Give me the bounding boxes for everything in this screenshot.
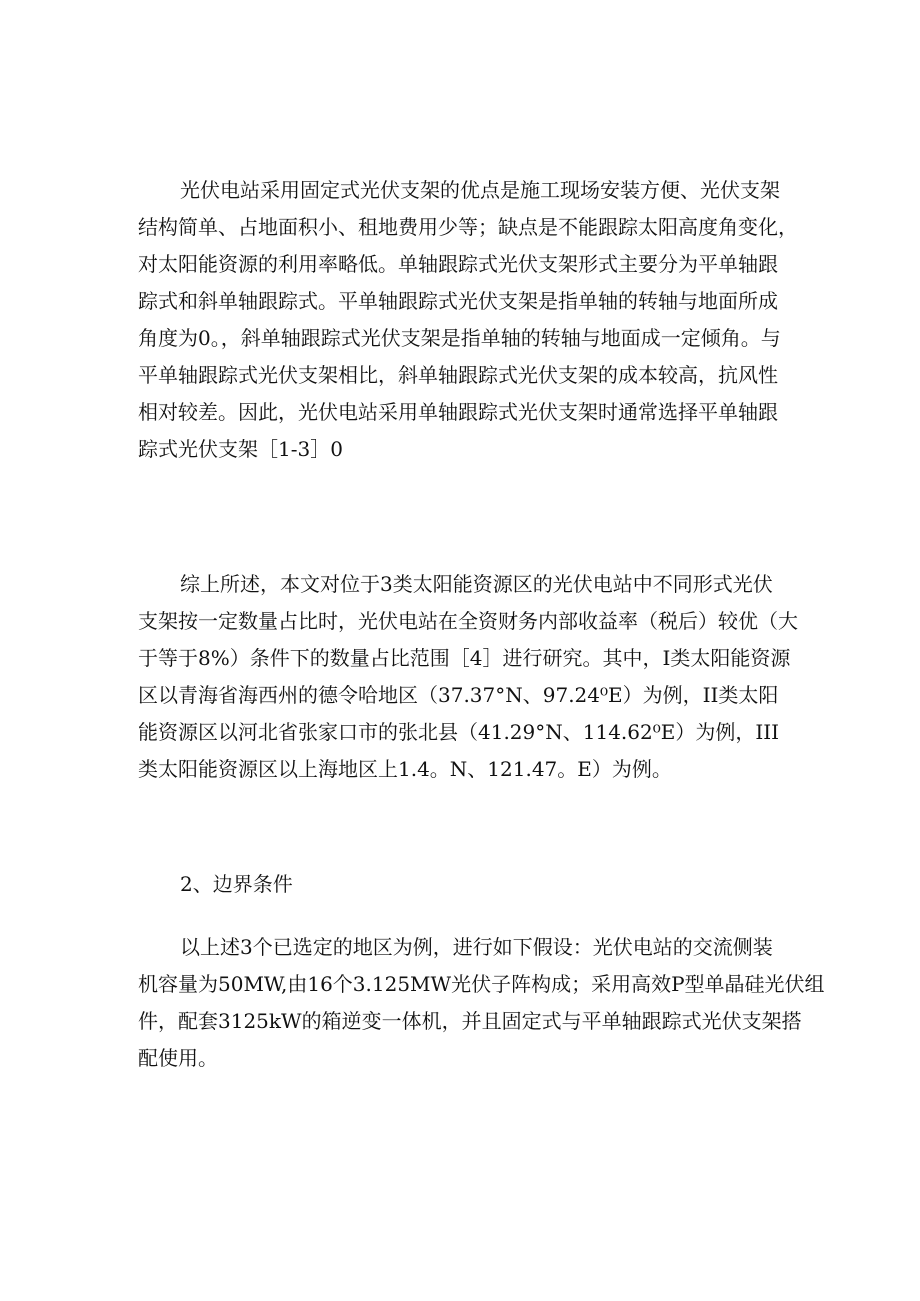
paragraph-line: 对太阳能资源的利用率略低。单轴跟踪式光伏支架形式主要分为平单轴跟 [138,252,778,276]
paragraph-line: 相对较差。因此，光伏电站采用单轴跟踪式光伏支架时通常选择平单轴跟 [138,400,778,424]
paragraph-line: 机容量为50MW,由16个3.125MW光伏子阵构成；采用高效P型单晶硅光伏组 [138,972,825,996]
paragraph-line: 件，配套3125kW的箱逆变一体机，并且固定式与平单轴跟踪式光伏支架搭 [138,1009,802,1033]
paragraph-line: 支架按一定数量占比时，光伏电站在全资财务内部收益率（税后）较优（大 [138,609,798,633]
paragraph-line: 平单轴跟踪式光伏支架相比，斜单轴跟踪式光伏支架的成本较高，抗风性 [138,363,778,387]
paragraph-line: 综上所述，本文对位于3类太阳能资源区的光伏电站中不同形式光伏 [180,572,773,596]
paragraph-line: 踪式和斜单轴跟踪式。平单轴跟踪式光伏支架是指单轴的转轴与地面所成 [138,289,778,313]
paragraph-line: 结构简单、占地面积小、租地费用少等；缺点是不能跟踪太阳高度角变化， [138,215,798,239]
section-heading-text: 2、边界条件 [180,872,293,896]
paragraph-line: 角度为0。，斜单轴跟踪式光伏支架是指单轴的转轴与地面成一定倾角。与 [138,326,781,350]
paragraph-line: 配使用。 [138,1046,218,1070]
paragraph-pv-bracket-comparison [138,172,798,468]
paragraph-line: 于等于8%）条件下的数量占比范围［4］进行研究。其中，I类太阳能资源 [138,646,791,670]
paragraph-line: 踪式光伏支架［1-3］0 [138,437,343,461]
paragraph-line: 类太阳能资源区以上海地区上1.4。N、121.47。E）为例。 [138,757,672,781]
paragraph-line: 能资源区以河北省张家口市的张北县（41.29°N、114.62⁰E）为例，III [138,720,780,744]
paragraph-line: 光伏电站采用固定式光伏支架的优点是施工现场安装方便、光伏支架 [180,178,780,202]
paragraph-boundary-assumptions [138,929,825,1077]
paragraph-line: 区以青海省海西州的德令哈地区（37.37°N、97.24⁰E）为例，II类太阳 [138,683,779,707]
paragraph-research-scope [138,566,798,788]
section-heading [138,866,788,903]
paragraph-line: 以上述3个已选定的地区为例，进行如下假设：光伏电站的交流侧装 [180,935,773,959]
